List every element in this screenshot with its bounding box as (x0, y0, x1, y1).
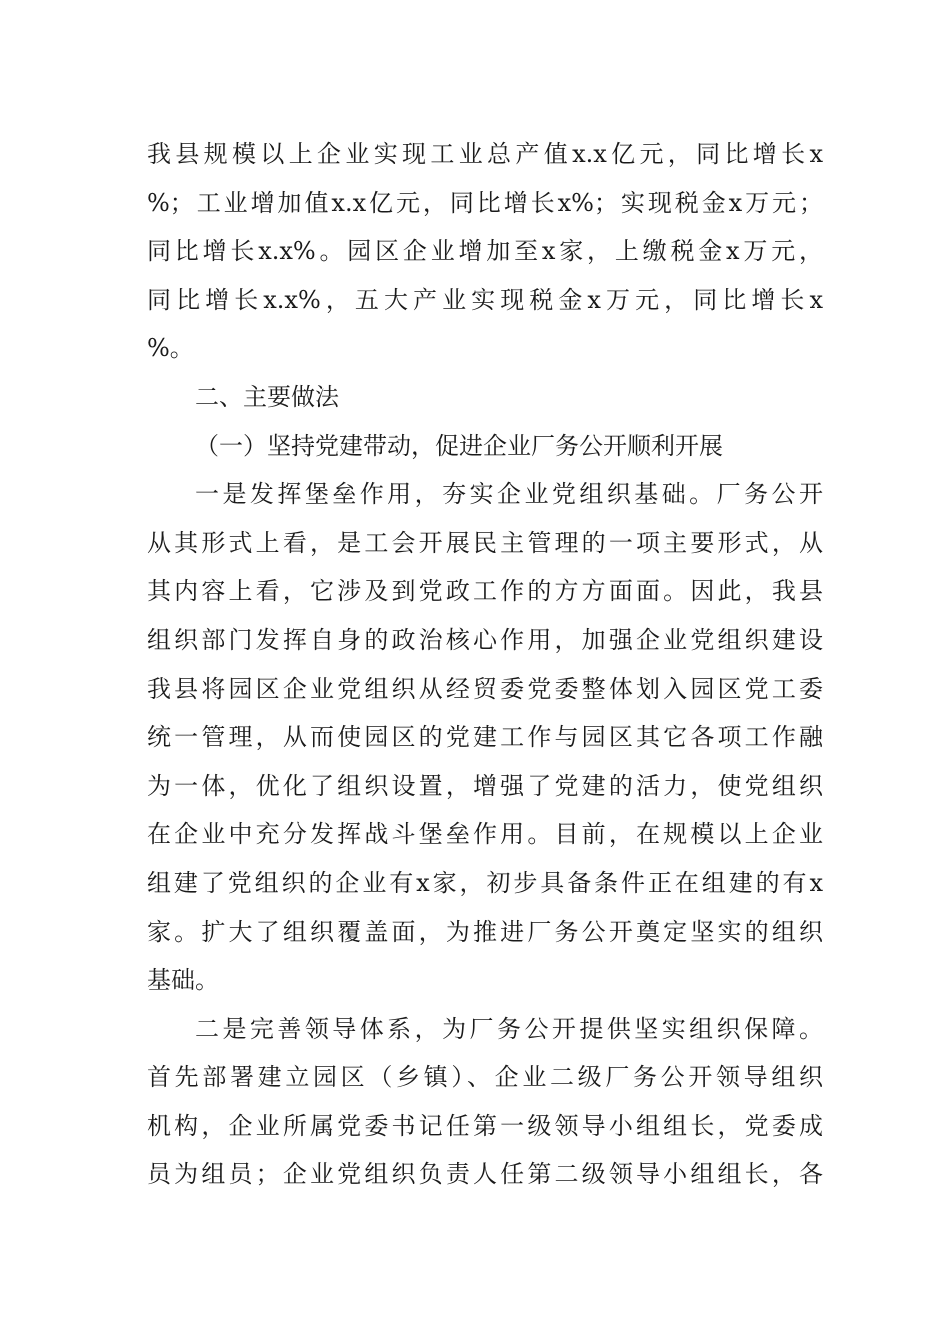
paragraph-line: 家。扩大了组织覆盖面，为推进厂务公开奠定坚实的组织 (147, 917, 823, 946)
paragraph-line: 同比增长x.x%，五大产业实现税金x万元，同比增长x (147, 285, 823, 314)
document-body (147, 130, 823, 1199)
subsection-heading: （一）坚持党建带动，促进企业厂务公开顺利开展 (195, 431, 723, 460)
paragraph-line: 从其形式上看，是工会开展民主管理的一项主要形式，从 (147, 528, 823, 557)
paragraph-line: 为一体，优化了组织设置，增强了党建的活力，使党组织 (147, 771, 823, 800)
paragraph-line: 我县将园区企业党组织从经贸委党委整体划入园区党工委 (147, 674, 823, 703)
paragraph-line: 其内容上看，它涉及到党政工作的方方面面。因此，我县 (147, 577, 823, 606)
paragraph-line: 组织部门发挥自身的政治核心作用，加强企业党组织建设 (147, 625, 823, 654)
paragraph-line: 统一管理，从而使园区的党建工作与园区其它各项工作融 (147, 723, 823, 752)
paragraph-line: 二是完善领导体系，为厂务公开提供坚实组织保障。 (195, 1014, 823, 1043)
paragraph-line: 组建了党组织的企业有x家，初步具备条件正在组建的有x (147, 868, 823, 897)
section-heading: 二、主要做法 (195, 382, 339, 411)
paragraph-line: 机构，企业所属党委书记任第一级领导小组组长，党委成 (147, 1111, 823, 1140)
paragraph-line: 基础。 (147, 966, 219, 995)
paragraph-line: 在企业中充分发挥战斗堡垒作用。目前，在规模以上企业 (147, 820, 823, 849)
paragraph-line: %。 (147, 334, 194, 363)
paragraph-line: 首先部署建立园区（乡镇）、企业二级厂务公开领导组织 (147, 1063, 823, 1092)
paragraph-line: %；工业增加值x.x亿元，同比增长x%；实现税金x万元； (147, 188, 823, 217)
paragraph-line: 员为组员；企业党组织负责人任第二级领导小组组长，各 (147, 1160, 823, 1189)
paragraph-line: 我县规模以上企业实现工业总产值x.x亿元，同比增长x (147, 140, 823, 168)
paragraph-line: 一是发挥堡垒作用，夯实企业党组织基础。厂务公开 (195, 480, 823, 509)
paragraph-line: 同比增长x.x%。园区企业增加至x家，上缴税金x万元， (147, 237, 823, 266)
